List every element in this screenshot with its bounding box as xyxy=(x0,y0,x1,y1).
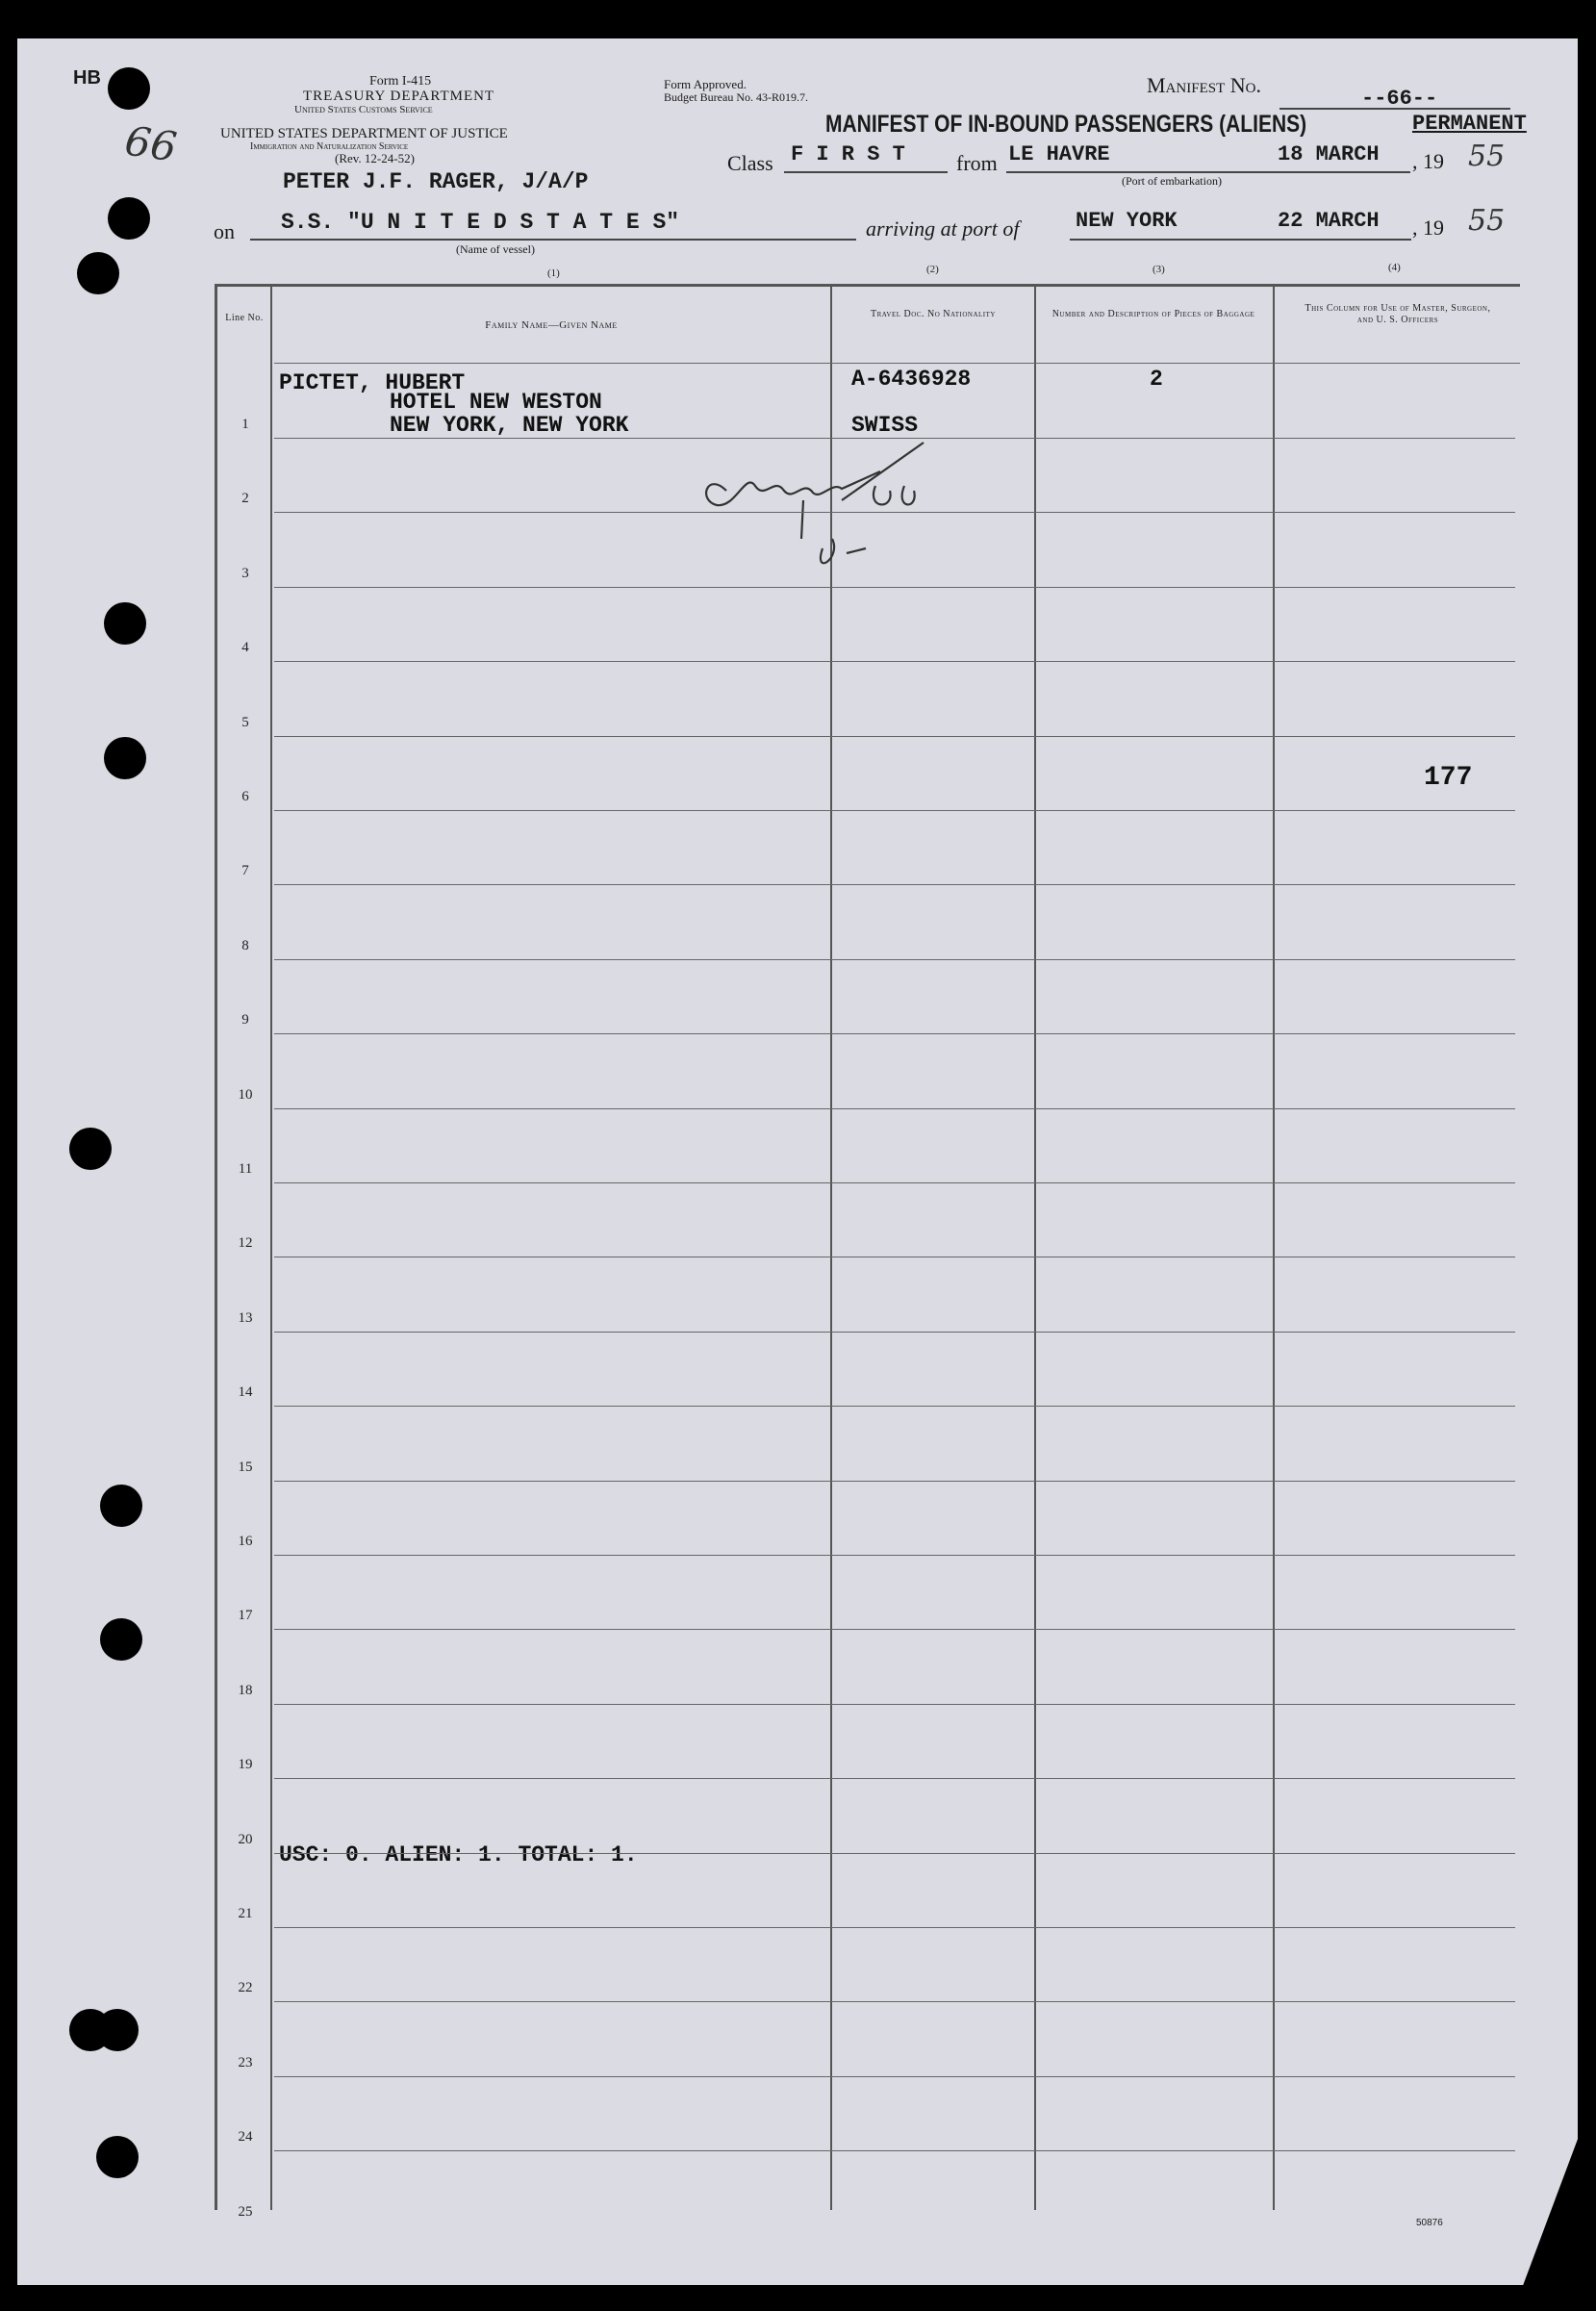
line-number: 19 xyxy=(238,1757,253,1773)
punch-hole xyxy=(100,1485,142,1527)
footer-code: 50876 xyxy=(1416,2218,1443,2228)
line-number: 24 xyxy=(238,2129,253,2146)
row-line xyxy=(274,1332,1515,1333)
passenger-name: PICTET, HUBERT xyxy=(279,370,466,395)
customs-service: United States Customs Service xyxy=(294,104,433,115)
line-number: 17 xyxy=(238,1608,253,1624)
line-number: 3 xyxy=(241,565,249,581)
corner-mark: HB xyxy=(73,67,101,89)
col1-divider xyxy=(270,284,272,2210)
row-line xyxy=(274,1629,1515,1630)
line-number: 23 xyxy=(238,2054,253,2070)
line-number: 25 xyxy=(238,2203,253,2220)
port-of-embarkation: LE HAVRE xyxy=(1008,142,1110,166)
embarkation-year-prefix: , 19 xyxy=(1412,149,1444,173)
line-number: 7 xyxy=(241,863,249,879)
table-top-border xyxy=(215,284,1520,287)
line-number: 6 xyxy=(241,789,249,804)
baggage-count: 2 xyxy=(1150,367,1163,392)
col1-number: (1) xyxy=(547,267,560,279)
col2-number: (2) xyxy=(926,264,939,275)
row-line xyxy=(274,884,1515,885)
port-embark-caption: (Port of embarkation) xyxy=(1122,174,1222,188)
line-no-header: Line No. xyxy=(225,313,264,323)
row-line xyxy=(274,1406,1515,1407)
baggage-header: Number and Description of Pieces of Baggage xyxy=(1051,309,1255,319)
arrival-line xyxy=(1070,239,1411,241)
passenger-address-line2: NEW YORK, NEW YORK xyxy=(390,413,629,438)
row-line xyxy=(274,810,1515,811)
line-number: 13 xyxy=(238,1309,253,1326)
row-line xyxy=(274,2076,1515,2077)
name-header: Family Name—Given Name xyxy=(485,319,618,331)
row-line xyxy=(274,959,1515,960)
arrival-year-suffix: 55 xyxy=(1468,204,1506,238)
line-number: 21 xyxy=(238,1906,253,1921)
nationality: SWISS xyxy=(851,413,919,438)
arrival-port: NEW YORK xyxy=(1076,209,1178,233)
line-number: 8 xyxy=(241,937,249,953)
col3-number: (3) xyxy=(1153,264,1165,275)
punch-hole xyxy=(69,1128,112,1170)
from-label: from xyxy=(956,151,998,175)
row-line xyxy=(274,1182,1515,1183)
row-line xyxy=(274,1927,1515,1928)
punch-hole xyxy=(108,67,150,110)
manifest-title: MANIFEST OF IN-BOUND PASSENGERS (ALIENS) xyxy=(825,111,1307,138)
col4-divider xyxy=(1273,284,1275,2210)
row-line xyxy=(274,661,1515,662)
officer-header: This Column for Use of Master, Surgeon, and U. S. Officers xyxy=(1305,303,1491,325)
class-label: Class xyxy=(727,151,773,175)
row-line xyxy=(274,587,1515,588)
justice-department: UNITED STATES DEPARTMENT OF JUSTICE xyxy=(220,126,508,141)
line-number: 12 xyxy=(238,1235,253,1252)
travel-document-number: A-6436928 xyxy=(851,367,972,392)
punch-hole xyxy=(96,2136,139,2178)
from-line xyxy=(1006,171,1410,173)
manifest-no-label: Manifest No. xyxy=(1147,73,1261,97)
manifest-number: --66-- xyxy=(1361,87,1438,111)
handwritten-annotation xyxy=(688,433,967,587)
treasury-department: TREASURY DEPARTMENT xyxy=(303,89,495,104)
row-line xyxy=(274,438,1515,439)
punch-hole xyxy=(104,602,146,645)
revision-date: (Rev. 12-24-52) xyxy=(335,151,415,165)
row-line xyxy=(274,1704,1515,1705)
embarkation-year-suffix: 55 xyxy=(1468,140,1506,173)
officer-name: PETER J.F. RAGER, J/A/P xyxy=(283,169,589,194)
table-left-border xyxy=(215,284,217,2210)
arriving-label: arriving at port of xyxy=(866,216,1020,241)
summary-totals: USC: 0. ALIEN: 1. TOTAL: 1. xyxy=(279,1842,638,1867)
row-line xyxy=(274,1481,1515,1482)
arrival-year-prefix: , 19 xyxy=(1412,216,1444,240)
line-number: 18 xyxy=(238,1682,253,1698)
line-number: 4 xyxy=(241,640,249,656)
line-number: 9 xyxy=(241,1012,249,1029)
header-line xyxy=(274,363,1520,364)
doc-header: Travel Doc. No Nationality xyxy=(871,309,996,319)
punch-hole xyxy=(104,737,146,779)
row-line xyxy=(274,1555,1515,1556)
line-number: 2 xyxy=(241,491,249,507)
row-line xyxy=(274,512,1515,513)
punch-hole xyxy=(100,1618,142,1661)
manifest-table xyxy=(197,284,1520,2220)
row-line xyxy=(274,2150,1515,2151)
col4-number: (4) xyxy=(1388,262,1401,273)
on-label: on xyxy=(214,219,235,243)
vessel-name: S.S. "U N I T E D S T A T E S" xyxy=(281,210,680,235)
immigration-service: Immigration and Naturalization Service xyxy=(250,141,409,152)
class-value: F I R S T xyxy=(791,142,905,166)
class-line xyxy=(784,171,948,173)
passenger-address-line1: HOTEL NEW WESTON xyxy=(390,390,602,415)
form-approved: Form Approved. xyxy=(664,77,747,91)
line-number: 20 xyxy=(238,1831,253,1847)
row-line xyxy=(274,1853,1515,1854)
manifest-status: PERMANENT xyxy=(1412,112,1527,136)
row-line xyxy=(274,1108,1515,1109)
form-number: Form I-415 xyxy=(369,74,432,89)
vessel-line xyxy=(250,239,856,241)
line-number: 16 xyxy=(238,1534,253,1549)
handwritten-number: 66 xyxy=(121,116,180,171)
embarkation-date: 18 MARCH xyxy=(1278,142,1380,166)
vessel-caption: (Name of vessel) xyxy=(456,242,535,256)
line-number: 14 xyxy=(238,1384,253,1401)
punch-hole xyxy=(96,2009,139,2051)
punch-hole xyxy=(108,197,150,240)
budget-bureau: Budget Bureau No. 43-R019.7. xyxy=(664,90,808,104)
line-number: 15 xyxy=(238,1459,253,1475)
line-number: 1 xyxy=(241,417,249,432)
col3-divider xyxy=(1034,284,1036,2210)
line-number: 5 xyxy=(241,714,249,730)
manifest-no-line xyxy=(1279,108,1510,110)
row-line xyxy=(274,736,1515,737)
officer-note-number: 177 xyxy=(1424,763,1473,793)
row-line xyxy=(274,2001,1515,2002)
line-number: 10 xyxy=(238,1086,253,1103)
line-number: 11 xyxy=(238,1161,253,1177)
line-number: 22 xyxy=(238,1980,253,1996)
row-line xyxy=(274,1033,1515,1034)
punch-hole xyxy=(77,252,119,294)
arrival-date: 22 MARCH xyxy=(1278,209,1380,233)
row-line xyxy=(274,1778,1515,1779)
